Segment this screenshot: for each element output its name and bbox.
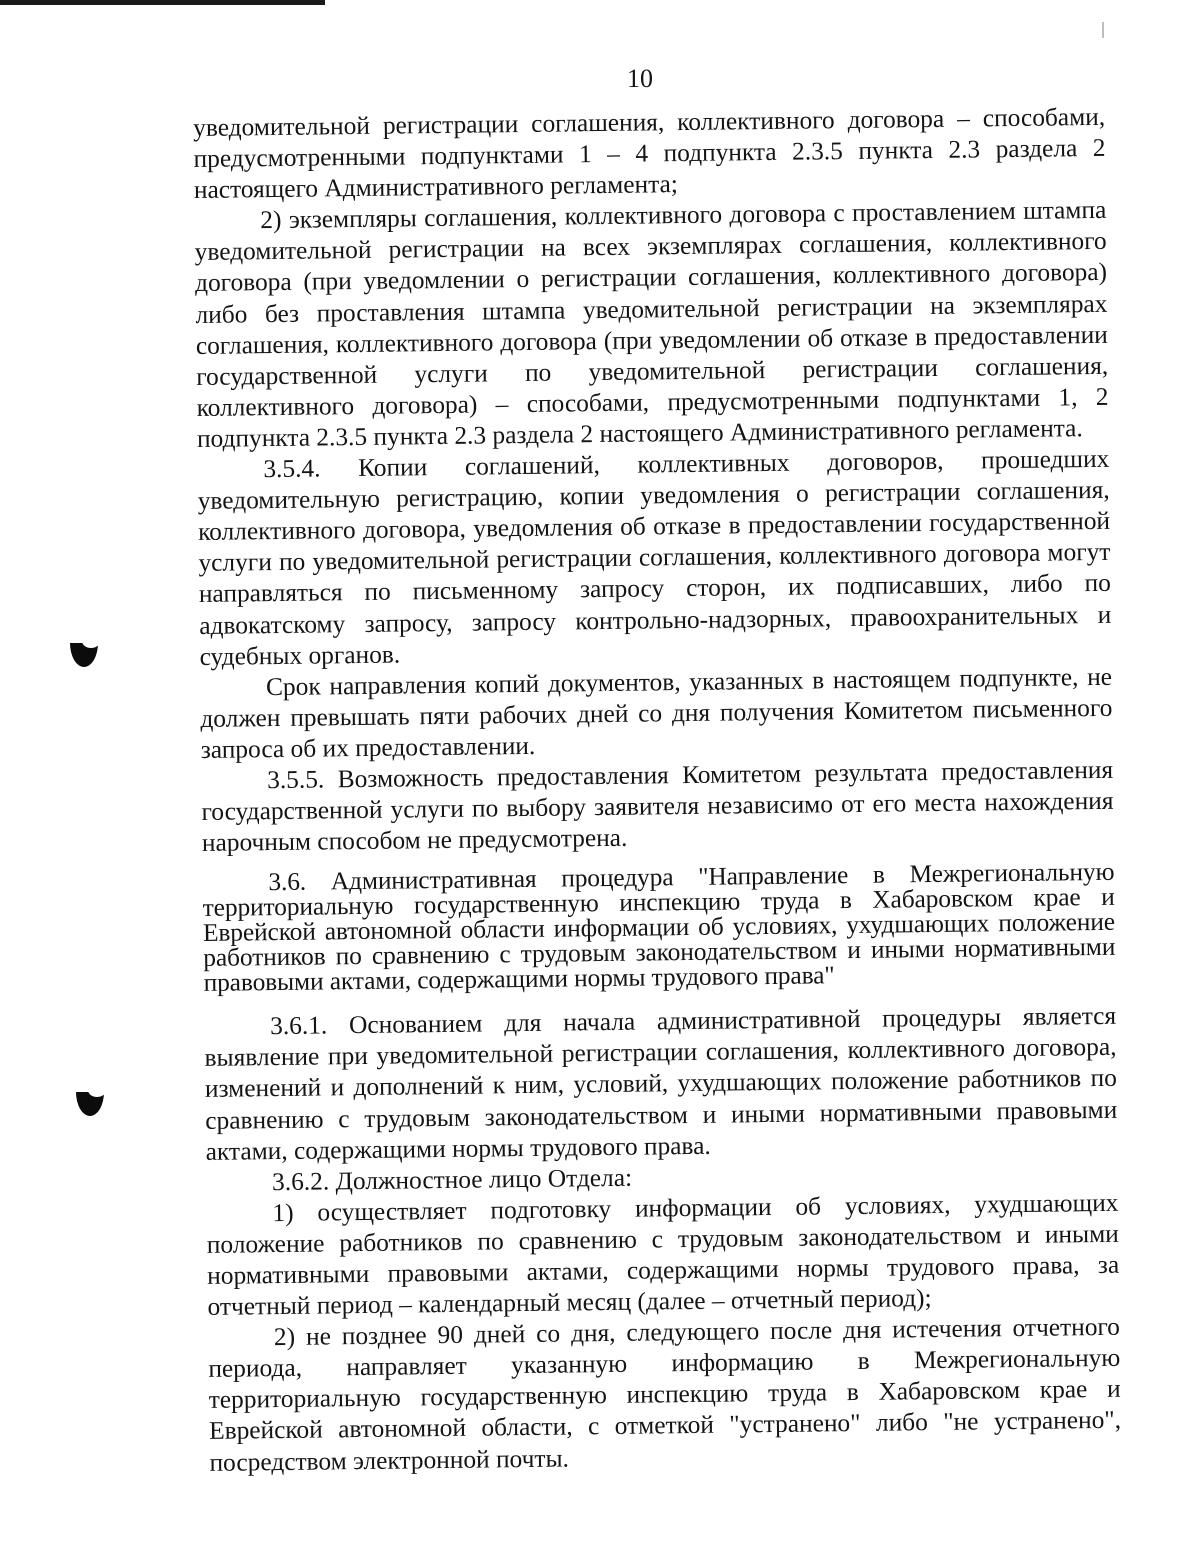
paragraph-continuation: уведомительной регистрации соглашения, коллективного договора – способами, предусмотренными подпунктами 1 – 4 подпункта 2.3.5 пункта 2.3 раздела 2 настоящего Административного регламента; (193, 102, 1106, 205)
punch-hole-mark (76, 1092, 104, 1116)
paragraph-3-5-4: 3.5.4. Копии соглашений, коллективных договоров, прошедших уведомительную регистрацию, копии уведомления о регистрации соглашения, коллективного договора, уведомления об отказе в предоставлении государственной услуги по уведомительной регистрации соглашения, коллективного договора могут направляться по письменному запросу сторон, их подписавших, либо по адвокатскому запросу, запросу контрольно-надзорных, правоохранительных и судебных органов. (197, 444, 1112, 671)
paragraph-3-6-1: 3.6.1. Основанием для начала административной процедуры является выявление при уведомительной регистрации соглашения, коллективного договора, изменений и дополнений к ним, условий, ухудшающих положение работников по сравнению с трудовым законодательством и иными нормативными правовыми актами, содержащими нормы трудового права. (204, 1002, 1118, 1166)
paragraph-3-5-5: 3.5.5. Возможность предоставления Комитетом результата предоставления государственной услуги по выбору заявителя независимо от его места нахождения нарочным способом не предусмотрена. (201, 755, 1114, 858)
punch-hole-mark (70, 643, 98, 667)
document-body (193, 102, 1122, 1479)
paragraph-3-6-2: 3.6.2. Должностное лицо Отдела: (271, 1163, 633, 1196)
paragraph-item-1: 1) осуществляет подготовку информации об условиях, ухудшающих положение работников по сравнению с трудовым законодательством и иными нормативными правовыми актами, содержащими нормы трудового права, за отчетный период – календарный месяц (далее – отчетный период); (206, 1188, 1120, 1322)
scan-speck (1102, 22, 1104, 38)
paragraph-item-2: 2) экземпляры соглашения, коллективного договора с проставлением штампа уведомительной регистрации на всех экземплярах соглашения, коллективного договора (при уведомлении о регистрации соглашения, коллективного договора) либо без проставления штампа уведомительной регистрации на экземплярах соглашения, коллективного договора (при уведомлении об отказе в предоставлении государственной услуги по уведомительной регистрации соглашения, коллективного договора) – способами, предусмотренными подпунктами 1, 2 подпункта 2.3.5 пункта 2.3 раздела 2 настоящего Административного регламента. (194, 196, 1109, 453)
page-number: 10 (627, 64, 653, 93)
paragraph-deadline: Срок направления копий документов, указанных в настоящем подпункте, не должен превышать пяти рабочих дней со дня получения Комитетом письменного запроса об их предоставлении. (200, 662, 1113, 764)
paragraph-item-2b: 2) не позднее 90 дней со дня, следующего после дня истечения отчетного периода, направляет указанную информацию в Межрегиональную территориальную государственную инспекцию труда в Хабаровском крае и Еврейской автономной области, с отметкой "устранено" либо "не устранено", посредством электронной почты. (208, 1312, 1122, 1477)
scan-edge-rule (0, 0, 325, 5)
section-heading-3-6: 3.6. Административная процедура "Направление в Межрегиональную территориальную государственную инспекцию труда в Хабаровском крае и Еврейской автономной области информации об условиях, ухудшающих положение работников по сравнению с трудовым законодательством и иными нормативными правовыми актами, содержащими нормы трудового права" (202, 858, 1116, 998)
